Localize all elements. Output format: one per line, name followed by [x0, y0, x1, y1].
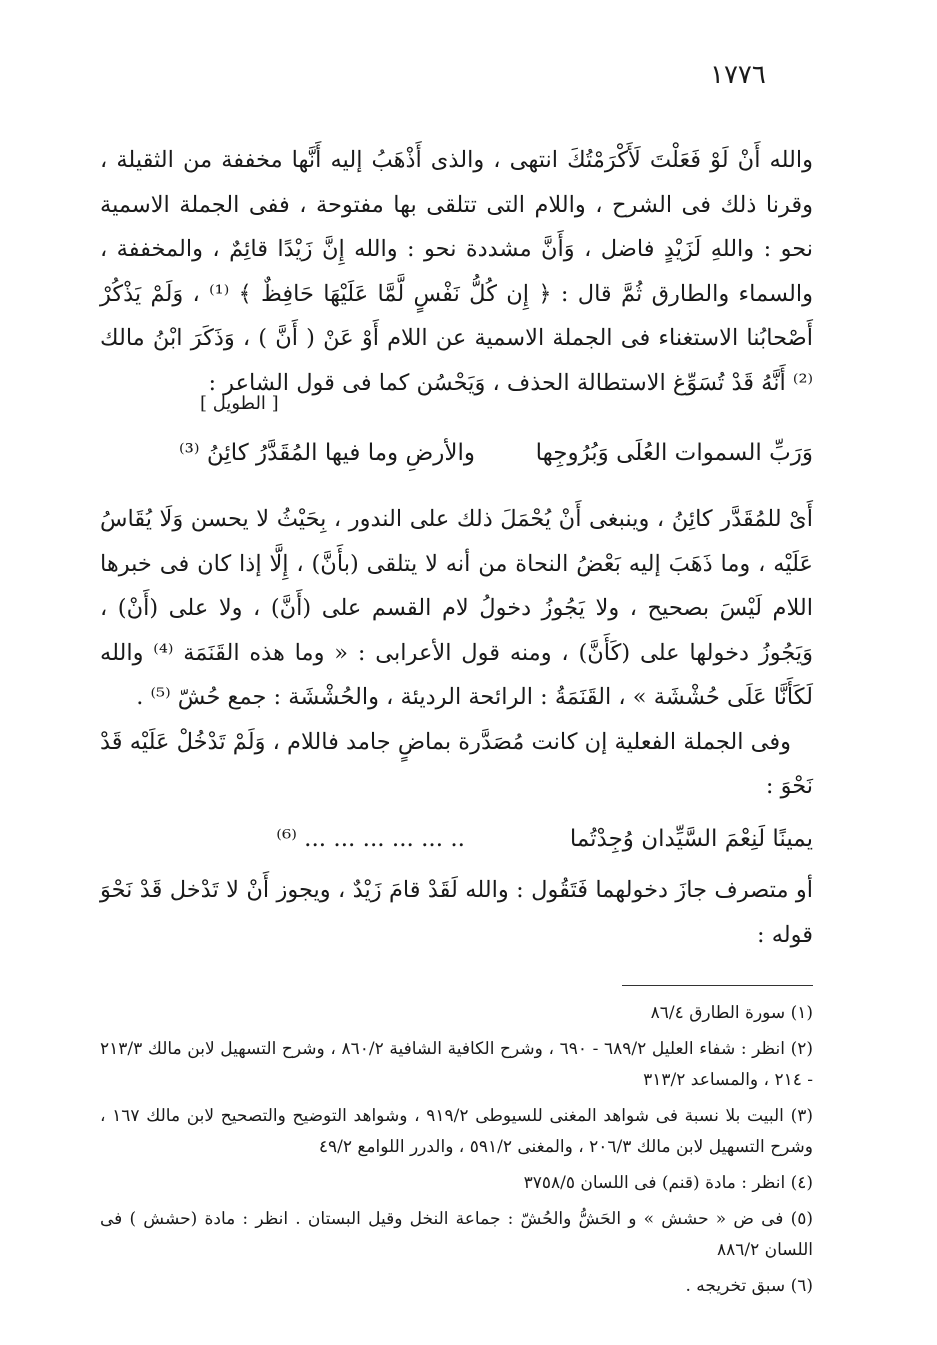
verse-first-hemistich: وَرَبِّ السموات العُلَى وَبُرُوجِها: [535, 440, 813, 466]
paragraph-text: أَىْ للمُقَدَّر كائِنُ ، وينبغى أَنْ يُحْمَلَ ذلك على الندور ، بِحَيْثُ لا يحسن وَلَا يُقَاسُ عَلَيْه ، وما ذَهَبَ إليه بَعْضُ النحاة من أنه لا يتلقى (بأَنَّ) ، إِلَّا إذا كان فى خبرها اللام لَيْسَ بصحيح ، ولا يَجُوزُ دخولُ لام القسم على (أَنَّ) ، ولا على (أَنْ) ، وَيَجُوزُ دخولها على (كَأَنَّ) ، ومنه قول الأعرابى : « وما هذه القَنَمَة ⁽⁴⁾ والله لَكَأَنَّا عَلَى حُشْشَة » ، القَنَمَةُ : الرائحة الرديئة ، والحُشْشَة : جمع حُشّ ⁽⁵⁾ .: [100, 506, 813, 710]
paragraph-text: أو متصرف جازَ دخولهما فَتَقُول : والله لَقَدْ قامَ زَيْدٌ ، ويجوز أَنْ لا تَدْخل قَدْ نَحْوَ قوله :: [100, 877, 813, 948]
footnote-divider: [622, 985, 813, 986]
footnote-1: (١) سورة الطارق ٨٦/٤: [650, 1003, 813, 1023]
page-number: ١٧٧٦: [710, 60, 766, 90]
footnote-3: (٣) البيت بلا نسبة فى شواهد المغنى للسيوطى ٩١٩/٢ ، وشواهد التوضيح والتصحيح لابن مالك ١٦٧ ، وشرح التسهيل لابن مالك ٢٠٦/٣ ، والمغنى ٥٩١/٢ ، والدرر اللوامع ٤٩/٢: [100, 1106, 813, 1157]
footnote-4: (٤) انظر : مادة (قنم) فى اللسان ٣٧٥٨/٥: [523, 1173, 813, 1193]
verse2-first-hemistich: يمينًا لَنِعْمَ السَّيِّدان وُجِدْتُما: [569, 826, 813, 852]
verse2-second-hemistich: .. ... ... ... ... ... ⁽⁶⁾: [276, 826, 465, 852]
main-paragraph-3: [100, 868, 813, 957]
paragraph-text: والله أَنْ لَوْ فَعَلْتَ لَأَكْرَمْتُكَ انتهى ، والذى أَذْهَبُ إليه أَنَّها مخففة من الثقيلة ، وقرنا ذلك فى الشرح ، واللام التى تتلقى بها مفتوحة ، ففى الجملة الاسمية نحو : واللهِ لَزَيْدٍ فاضل ، وَأَنَّ مشددة نحو : والله إِنَّ زَيْدًا قائِمٌ ، والمخففة ، والسماء والطارق ثُمَّ قال : ﴿ إِن كُلُّ نَفْسٍ لَّمَّا عَلَيْهَا حَافِظٌ ﴾ ⁽¹⁾ ، وَلَمْ يَذْكُرْ أَصْحابُنا الاستغناء فى الجملة الاسمية عن اللام أَوْ عَنْ ( أَنَّ ) ، وَذَكَرَ ابْنُ مالك ⁽²⁾ أَنَّهُ قَدْ تُسَوِّغ الاستطالة الحذف ، وَيَحْسُن كما فى قول الشاعر :: [100, 147, 813, 396]
main-paragraph-2: [100, 497, 813, 809]
footnote-2: (٢) انظر : شفاء العليل ٦٨٩/٢ - ٦٩٠ ، وشرح الكافية الشافية ٨٦٠/٢ ، وشرح التسهيل لابن مالك ٢١٣/٣ - ٢١٤ ، والمساعد ٣١٣/٢: [100, 1039, 813, 1090]
footnotes: [100, 998, 813, 1307]
paragraph-text: وفى الجملة الفعلية إن كانت مُصَدَّرة بماضٍ جامد فاللام ، وَلَمْ تَدْخُلْ عَلَيْه قَدْ نَحْوَ :: [100, 728, 813, 799]
verse-second-hemistich: والأرضِ وما فيها المُقَدَّرُ كائِنُ ⁽³⁾: [179, 440, 475, 466]
main-paragraph-1: [100, 138, 813, 405]
footnote-5: (٥) فى ض « حشش » و الحَشُّ والحُشّ : جماعة النخل وقيل البستان . انظر : مادة (حشش ) فى اللسان ٨٨٦/٢: [100, 1209, 813, 1260]
footnote-6: (٦) سبق تخريجه .: [685, 1276, 813, 1296]
meter-label: [ الطويل ]: [200, 393, 279, 414]
